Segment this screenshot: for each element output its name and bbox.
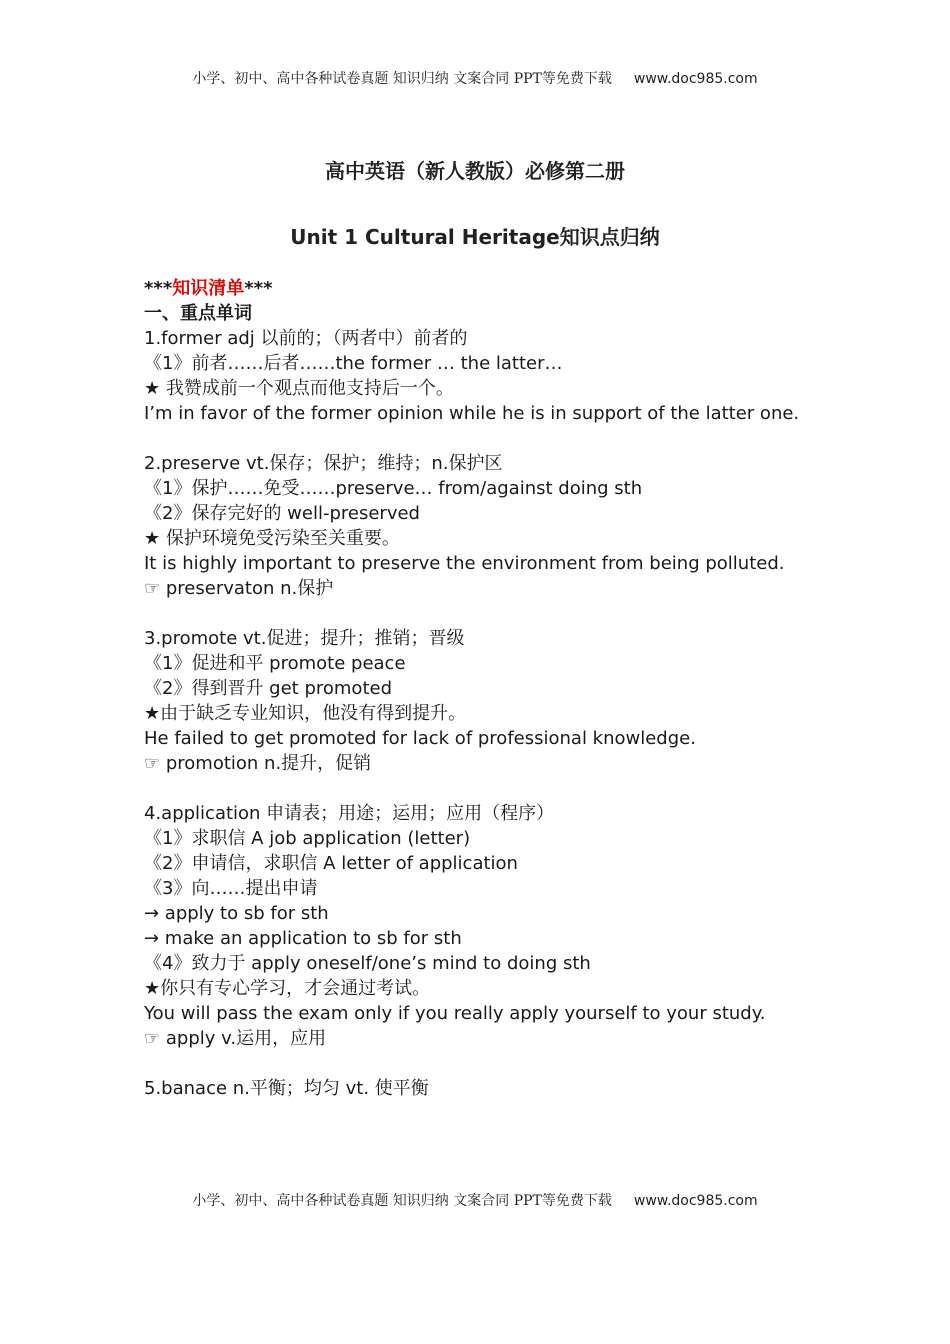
entry-headword: 2.preserve vt.保存；保护；维持；n.保护区 (144, 453, 503, 474)
document-body (144, 276, 806, 1101)
page-footer (0, 1190, 950, 1210)
entry-line: 《1》保护……免受……preserve… from/against doing sth (144, 478, 643, 499)
vocab-entry (144, 451, 806, 601)
entry-line: ★ 保护环境免受污染至关重要。 (144, 528, 400, 549)
list-heading (144, 276, 806, 301)
spacer (144, 776, 806, 801)
vocab-entry (144, 626, 806, 776)
entry-line: 《1》前者……后者……the former … the latter… (144, 353, 563, 374)
entry-line: → apply to sb for sth (144, 903, 329, 924)
entry-line: ★你只有专心学习，才会通过考试。 (144, 978, 431, 999)
entry-headword: 5.banace n.平衡；均匀 vt. 使平衡 (144, 1078, 429, 1099)
entry-line: 《1》促进和平 promote peace (144, 653, 406, 674)
spacer (144, 426, 806, 451)
document-subtitle: Unit 1 Cultural Heritage知识点归纳 (290, 225, 660, 249)
entry-line: 《2》保存完好的 well-preserved (144, 503, 420, 524)
entry-line: ★ 我赞成前一个观点而他支持后一个。 (144, 378, 454, 399)
vocab-entry (144, 1076, 806, 1101)
footer-url[interactable]: www.doc985.com (633, 1193, 758, 1209)
spacer (144, 1051, 806, 1076)
entry-line: 《2》申请信，求职信 A letter of application (144, 853, 518, 874)
header-text: 小学、初中、高中各种试卷真题 知识归纳 文案合同 PPT等免费下载 (192, 71, 612, 87)
entry-line: 《2》得到晋升 get promoted (144, 678, 393, 699)
section-heading: 一、重点单词 (144, 303, 252, 324)
entry-line: 《3》向……提出申请 (144, 878, 318, 899)
header-url[interactable]: www.doc985.com (633, 71, 758, 87)
entry-line: 《1》求职信 A job application (letter) (144, 828, 471, 849)
document-title: 高中英语（新人教版）必修第二册 (325, 159, 625, 183)
entry-headword: 1.former adj 以前的；（两者中）前者的 (144, 328, 468, 349)
entry-example: You will pass the exam only if you really apply yourself to your study. (144, 1003, 766, 1024)
entry-line: He failed to get promoted for lack of professional knowledge. (144, 728, 696, 749)
entry-related-word: ☞ apply v.运用，应用 (144, 1028, 327, 1049)
entry-related-word: ☞ preservaton n.保护 (144, 578, 334, 599)
entry-line: → make an application to sb for sth (144, 928, 462, 949)
entry-example: It is highly important to preserve the environment from being polluted. (144, 553, 785, 574)
entry-line: 《4》致力于 apply oneself/one’s mind to doing sth (144, 953, 591, 974)
list-heading-label: 知识清单 (172, 278, 245, 299)
vocab-entry (144, 801, 806, 1051)
footer-text: 小学、初中、高中各种试卷真题 知识归纳 文案合同 PPT等免费下载 (192, 1193, 612, 1209)
entry-headword: 4.application 申请表；用途；运用；应用（程序） (144, 803, 555, 824)
entry-headword: 3.promote vt.促进；提升；推销；晋级 (144, 628, 465, 649)
vocab-entry (144, 326, 806, 426)
list-heading-stars-right: *** (244, 278, 273, 299)
list-heading-stars-left: *** (144, 278, 173, 299)
entry-line: ★由于缺乏专业知识，他没有得到提升。 (144, 703, 467, 724)
spacer (144, 601, 806, 626)
entry-example: I’m in favor of the former opinion while he is in support of the latter one. (144, 403, 800, 424)
entry-related-word: ☞ promotion n.提升，促销 (144, 753, 372, 774)
page-header (0, 68, 950, 88)
